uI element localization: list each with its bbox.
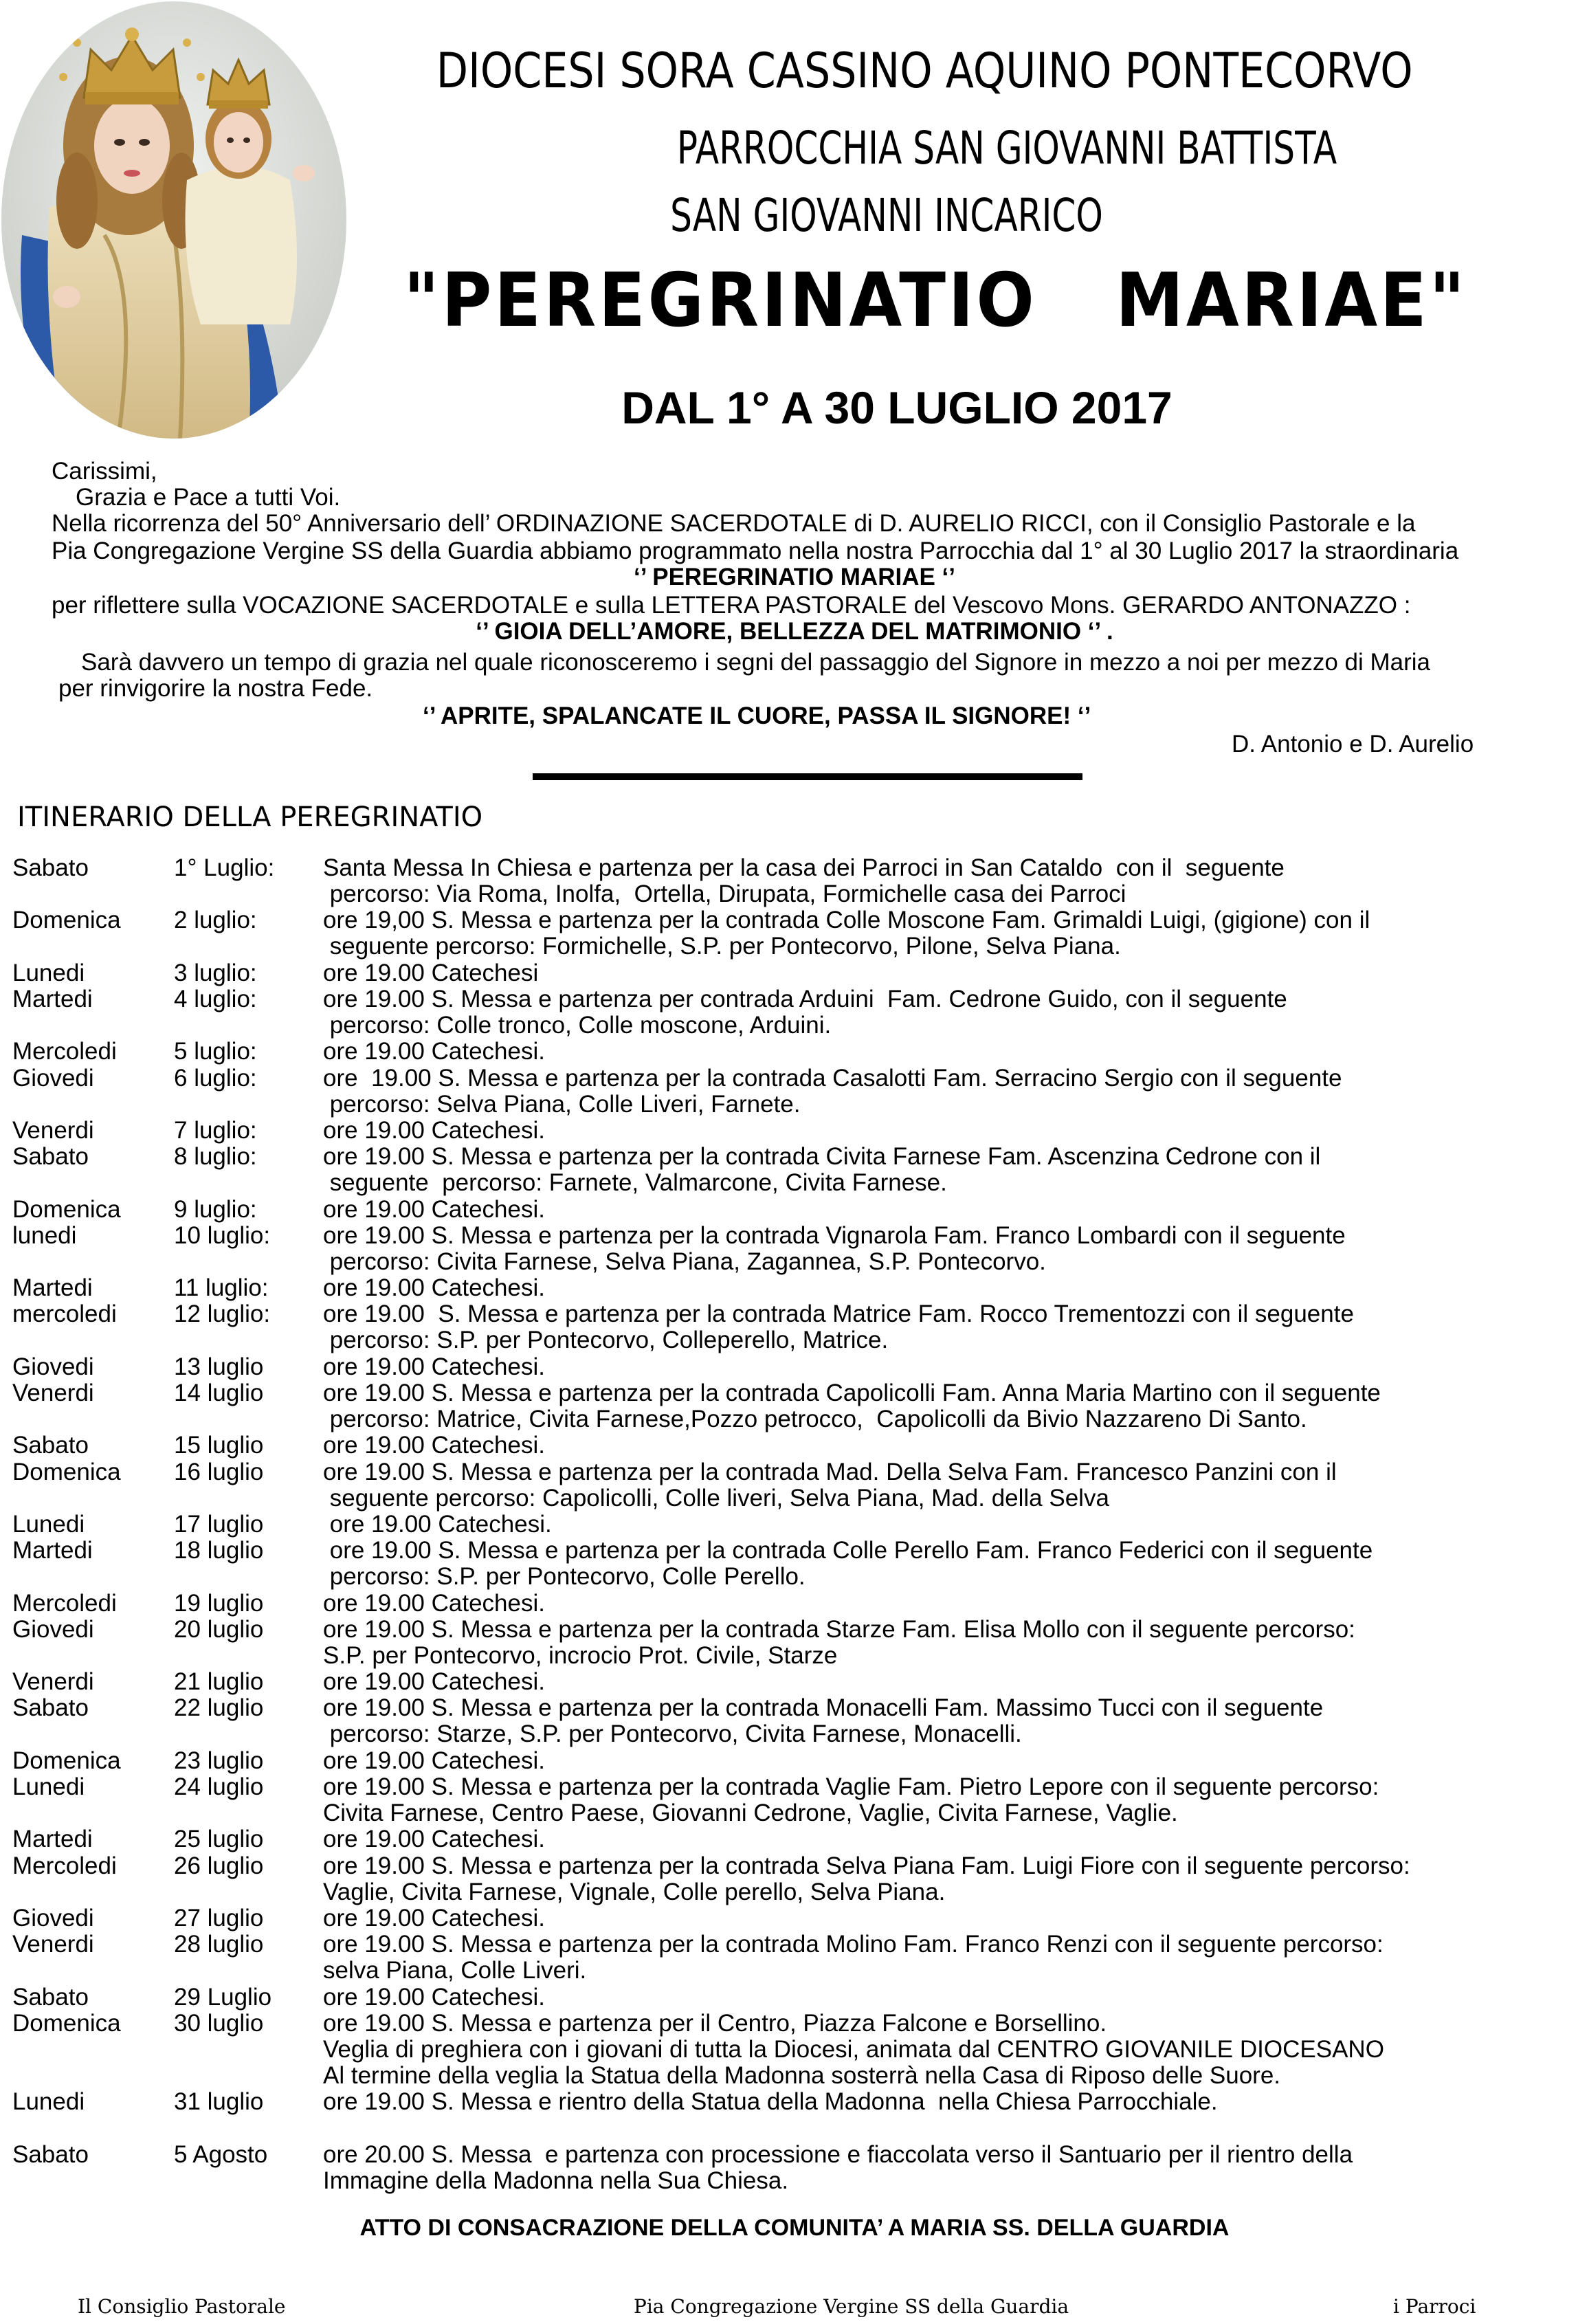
itinerary-date: 7 luglio: (174, 1117, 257, 1144)
itinerary-description: percorso: S.P. per Pontecorvo, Colleperello, Matrice. (323, 1327, 889, 1353)
itinerary-date: 8 luglio: (174, 1143, 257, 1170)
itinerary-entry (0, 1669, 1589, 1695)
letter-salutation: Carissimi, (52, 458, 157, 485)
itinerary-description: ore 19.00 Catechesi. (323, 1353, 545, 1380)
itinerary-entry (0, 907, 1589, 960)
itinerary-date: 2 luglio: (174, 907, 257, 933)
itinerary-day: Domenica (12, 1459, 121, 1485)
itinerary-day: Mercoledi (12, 1038, 117, 1065)
itinerary-entry (0, 2089, 1589, 2115)
itinerary-date: 25 luglio (174, 1826, 264, 1852)
itinerary-entry (0, 1512, 1589, 1538)
itinerary-day: Sabato (12, 854, 89, 881)
itinerary-entry (0, 1118, 1589, 1144)
itinerary-description: Immagine della Madonna nella Sua Chiesa. (323, 2167, 789, 2194)
itinerary-entry (0, 1197, 1589, 1223)
letter-greeting: Grazia e Pace a tutti Voi. (76, 484, 341, 511)
itinerary-day: Sabato (12, 1694, 89, 1721)
itinerary-day: Lunedi (12, 1773, 85, 1800)
itinerary-description: percorso: Colle tronco, Colle moscone, Arduini. (323, 1012, 832, 1039)
itinerary-entry (0, 1748, 1589, 1774)
itinerary-day: lunedi (12, 1222, 77, 1249)
itinerary-description: ore 19.00 S. Messa e partenza per la contrada Colle Perello Fam. Franco Federici con il seguente (323, 1537, 1373, 1564)
itinerary-date: 10 luglio: (174, 1222, 271, 1249)
diocese-title: DIOCESI SORA CASSINO AQUINO PONTECORVO (436, 43, 1413, 99)
itinerary-description: seguente percorso: Capolicolli, Colle liveri, Selva Piana, Mad. della Selva (323, 1485, 1109, 1512)
itinerary-description: ore 19.00 S. Messa e partenza per la contrada Vignarola Fam. Franco Lombardi con il seguente (323, 1222, 1346, 1249)
itinerary-day: Venerdi (12, 1931, 94, 1958)
itinerary-day: Domenica (12, 2010, 121, 2037)
itinerary-entry (0, 1826, 1589, 1852)
consecration-title: ATTO DI CONSACRAZIONE DELLA COMUNITA’ A MARIA SS. DELLA GUARDIA (359, 2215, 1230, 2241)
letter-line-1: Nella ricorrenza del 50° Anniversario dell’ ORDINAZIONE SACERDOTALE di D. AURELIO RICCI, con il Consiglio Pastorale e la (52, 510, 1416, 537)
itinerary-day: Martedi (12, 1826, 93, 1852)
itinerary-description: ore 19.00 S. Messa e partenza per la contrada Selva Piana Fam. Luigi Fiore con il seguente percorso: (323, 1852, 1410, 1879)
itinerary-day: Venerdi (12, 1380, 94, 1406)
itinerary-description: ore 19.00 S. Messa e partenza per la contrada Mad. Della Selva Fam. Francesco Panzini con il (323, 1459, 1337, 1485)
date-line: DAL 1° A 30 LUGLIO 2017 (621, 382, 1173, 433)
itinerary-day: Martedi (12, 1537, 93, 1564)
itinerary-day: Martedi (12, 986, 93, 1012)
itinerary-description: S.P. per Pontecorvo, incrocio Prot. Civile, Starze (323, 1642, 838, 1669)
itinerary-entry (0, 1932, 1589, 1984)
itinerary-entry (0, 1591, 1589, 1617)
itinerary-description: ore 19.00 S. Messa e partenza per la contrada Casalotti Fam. Serracino Sergio con il seguente (323, 1065, 1342, 1092)
itinerary-entry (0, 1695, 1589, 1747)
footer-parish-priests: i Parroci (1393, 2295, 1476, 2318)
itinerary-description: ore 19.00 Catechesi. (323, 1117, 545, 1144)
itinerary-description: ore 19.00 S. Messa e partenza per il Centro, Piazza Falcone e Borsellino. (323, 2010, 1107, 2037)
itinerary-entry (0, 1039, 1589, 1065)
itinerary-date: 18 luglio (174, 1537, 264, 1564)
itinerary-description: ore 20.00 S. Messa e partenza con processione e fiaccolata verso il Santuario per il rientro della (323, 2141, 1353, 2168)
itinerary-day: Sabato (12, 1143, 89, 1170)
letter-signature: D. Antonio e D. Aurelio (1232, 731, 1474, 757)
itinerary-description: seguente percorso: Formichelle, S.P. per Pontecorvo, Pilone, Selva Piana. (323, 933, 1121, 960)
itinerary-day: Martedi (12, 1274, 93, 1301)
itinerary-day: Sabato (12, 1984, 89, 2011)
itinerary-description: ore 19.00 S. Messa e partenza per la contrada Civita Farnese Fam. Ascenzina Cedrone con il (323, 1143, 1321, 1170)
itinerary-day: Venerdi (12, 1668, 94, 1695)
itinerary-day: Giovedi (12, 1616, 94, 1643)
letter-theme: ‘’ GIOIA DELL’AMORE, BELLEZZA DEL MATRIMONIO ‘’ . (476, 618, 1113, 645)
itinerary-description: ore 19.00 Catechesi. (323, 1668, 545, 1695)
itinerary-description: percorso: Selva Piana, Colle Liveri, Farnete. (323, 1091, 801, 1118)
itinerary-entry (0, 1774, 1589, 1826)
itinerary-date: 3 luglio: (174, 960, 257, 986)
itinerary-entry (0, 2142, 1589, 2194)
itinerary-description: Vaglie, Civita Farnese, Vignale, Colle perello, Selva Piana. (323, 1879, 946, 1905)
itinerary-day: Giovedi (12, 1905, 94, 1932)
itinerary-date: 5 Agosto (174, 2141, 268, 2168)
itinerary-date: 13 luglio (174, 1353, 264, 1380)
itinerary-entry (0, 1853, 1589, 1905)
itinerary-day: Giovedi (12, 1353, 94, 1380)
itinerary-date: 19 luglio (174, 1590, 264, 1617)
itinerary-day: mercoledi (12, 1301, 117, 1327)
itinerary-entry (0, 1223, 1589, 1275)
itinerary-date: 11 luglio: (174, 1274, 269, 1301)
itinerary-entry (0, 1617, 1589, 1669)
itinerary-description: ore 19.00 S. Messa e partenza per la contrada Vaglie Fam. Pietro Lepore con il seguente percorso: (323, 1773, 1379, 1800)
itinerary-day: Mercoledi (12, 1852, 117, 1879)
itinerary-date: 15 luglio (174, 1432, 264, 1459)
itinerary-date: 17 luglio (174, 1511, 264, 1538)
itinerary-description: ore 19,00 S. Messa e partenza per la contrada Colle Moscone Fam. Grimaldi Luigi, (gigione) con il (323, 907, 1370, 933)
itinerary-description: percorso: Via Roma, Inolfa, Ortella, Dirupata, Formichelle casa dei Parroci (323, 881, 1126, 907)
itinerary-date: 24 luglio (174, 1773, 264, 1800)
itinerary-date: 22 luglio (174, 1694, 264, 1721)
divider-line (533, 773, 1082, 780)
itinerary-description: ore 19.00 Catechesi. (323, 1984, 545, 2011)
itinerary-title: ITINERARIO DELLA PEREGRINATIO (17, 801, 483, 833)
itinerary-entry (0, 1905, 1589, 1932)
itinerary-description: ore 19.00 Catechesi. (323, 1590, 545, 1617)
itinerary-description: ore 19.00 S. Messa e partenza per la contrada Capolicolli Fam. Anna Maria Martino con il seguente (323, 1380, 1381, 1406)
itinerary-entry (0, 960, 1589, 986)
itinerary-date: 4 luglio: (174, 986, 257, 1012)
itinerary-date: 9 luglio: (174, 1196, 257, 1223)
letter-event-quote: ‘’ PEREGRINATIO MARIAE ‘’ (633, 564, 955, 590)
itinerary-description: ore 19.00 S. Messa e partenza per contrada Arduini Fam. Cedrone Guido, con il seguente (323, 986, 1287, 1012)
letter-line-4: Sarà davvero un tempo di grazia nel quale riconosceremo i segni del passaggio del Signore in mezzo a noi per mezzo di Maria (81, 649, 1431, 676)
itinerary-day: Venerdi (12, 1117, 94, 1144)
itinerary-day: Lunedi (12, 960, 85, 986)
itinerary-description: percorso: S.P. per Pontecorvo, Colle Perello. (323, 1563, 805, 1590)
itinerary-entry (0, 986, 1589, 1039)
itinerary-description: ore 19.00 Catechesi. (323, 1826, 545, 1852)
itinerary-entry (0, 1432, 1589, 1459)
itinerary-day: Lunedi (12, 1511, 85, 1538)
itinerary-description: ore 19.00 Catechesi. (323, 1196, 545, 1223)
itinerary-description: Veglia di preghiera con i giovani di tutta la Diocesi, animata dal CENTRO GIOVANILE DIOCESANO (323, 2036, 1384, 2063)
itinerary-entry (0, 1144, 1589, 1196)
itinerary-description: ore 19.00 S. Messa e rientro della Statua della Madonna nella Chiesa Parrocchiale. (323, 2088, 1218, 2115)
letter-line-2: Pia Congregazione Vergine SS della Guardia abbiamo programmato nella nostra Parrocchia dal 1° al 30 Luglio 2017 la straordinaria (52, 538, 1459, 564)
itinerary-date: 14 luglio (174, 1380, 264, 1406)
itinerary-date: 26 luglio (174, 1852, 264, 1879)
itinerary-day: Domenica (12, 1196, 121, 1223)
itinerary-description: Civita Farnese, Centro Paese, Giovanni Cedrone, Vaglie, Civita Farnese, Vaglie. (323, 1800, 1178, 1826)
itinerary-description: ore 19.00 Catechesi. (323, 1905, 545, 1932)
itinerary-date: 28 luglio (174, 1931, 264, 1958)
itinerary-description: ore 19.00 Catechesi. (323, 1747, 545, 1774)
itinerary-day: Domenica (12, 1747, 121, 1774)
itinerary-date: 20 luglio (174, 1616, 264, 1643)
town-title: SAN GIOVANNI INCARICO (670, 189, 1103, 242)
itinerary-day: Sabato (12, 2141, 89, 2168)
itinerary-date: 16 luglio (174, 1459, 264, 1485)
itinerary-description: ore 19.00 S. Messa e partenza per la contrada Molino Fam. Franco Renzi con il seguente percorso: (323, 1931, 1384, 1958)
itinerary-date: 1° Luglio: (174, 854, 275, 881)
itinerary-description: seguente percorso: Farnete, Valmarcone, Civita Farnese. (323, 1169, 947, 1196)
itinerary-entry (0, 1275, 1589, 1301)
itinerary-description: ore 19.00 S. Messa e partenza per la contrada Monacelli Fam. Massimo Tucci con il seguente (323, 1694, 1324, 1721)
letter-line-3: per riflettere sulla VOCAZIONE SACERDOTALE e sulla LETTERA PASTORALE del Vescovo Mons. GERARDO ANTONAZZO : (52, 592, 1411, 619)
footer-congregation: Pia Congregazione Vergine SS della Guardia (634, 2295, 1069, 2318)
itinerary-date: 5 luglio: (174, 1038, 257, 1065)
itinerary-day: Giovedi (12, 1065, 94, 1092)
itinerary-entry (0, 1301, 1589, 1353)
itinerary-day: Domenica (12, 907, 121, 933)
itinerary-description: ore 19.00 Catechesi. (323, 1038, 545, 1065)
itinerary-date: 31 luglio (174, 2088, 264, 2115)
parish-title: PARROCCHIA SAN GIOVANNI BATTISTA (676, 122, 1337, 175)
letter-motto: ‘’ APRITE, SPALANCATE IL CUORE, PASSA IL SIGNORE! ‘’ (423, 702, 1091, 729)
itinerary-description: ore 19.00 Catechesi. (323, 1432, 545, 1459)
itinerary-date: 21 luglio (174, 1668, 264, 1695)
footer-pastoral-council: Il Consiglio Pastorale (78, 2295, 286, 2318)
itinerary-description: Santa Messa In Chiesa e partenza per la casa dei Parroci in San Cataldo con il seguente (323, 854, 1285, 881)
itinerary-day: Sabato (12, 1432, 89, 1459)
itinerary-description: ore 19.00 S. Messa e partenza per la contrada Starze Fam. Elisa Mollo con il seguente percorso: (323, 1616, 1355, 1643)
itinerary-entry (0, 1065, 1589, 1118)
madonna-statue-image (1, 1, 346, 439)
itinerary-entry (0, 1354, 1589, 1380)
itinerary-date: 30 luglio (174, 2010, 264, 2037)
itinerary-date: 23 luglio (174, 1747, 264, 1774)
itinerary-description: percorso: Matrice, Civita Farnese,Pozzo petrocco, Capolicolli da Bivio Nazzareno Di Santo. (323, 1406, 1307, 1432)
itinerary-entry (0, 855, 1589, 907)
itinerary-description: percorso: Starze, S.P. per Pontecorvo, Civita Farnese, Monacelli. (323, 1720, 1022, 1747)
itinerary-description: percorso: Civita Farnese, Selva Piana, Zagannea, S.P. Pontecorvo. (323, 1248, 1046, 1275)
itinerary-description: ore 19.00 Catechesi. (323, 1274, 545, 1301)
itinerary-day: Mercoledi (12, 1590, 117, 1617)
itinerary-description: selva Piana, Colle Liveri. (323, 1957, 587, 1984)
itinerary-description: Al termine della veglia la Statua della Madonna sosterrà nella Casa di Riposo delle Suore. (323, 2062, 1281, 2089)
itinerary-entry (0, 1459, 1589, 1512)
event-title: "PEREGRINATIO MARIAE" (403, 258, 1467, 344)
itinerary-day: Lunedi (12, 2088, 85, 2115)
itinerary-date: 12 luglio: (174, 1301, 271, 1327)
itinerary-entry (0, 1538, 1589, 1590)
itinerary-date: 27 luglio (174, 1905, 264, 1932)
itinerary-description: ore 19.00 Catechesi (323, 960, 539, 986)
itinerary-description: ore 19.00 S. Messa e partenza per la contrada Matrice Fam. Rocco Trementozzi con il seguente (323, 1301, 1354, 1327)
itinerary-entry (0, 2011, 1589, 2090)
itinerary-entry (0, 1984, 1589, 2011)
itinerary-date: 29 Luglio (174, 1984, 272, 2011)
itinerary-date: 6 luglio: (174, 1065, 257, 1092)
letter-line-5: per rinvigorire la nostra Fede. (58, 675, 373, 702)
itinerary-description: ore 19.00 Catechesi. (323, 1511, 552, 1538)
itinerary-entry (0, 1380, 1589, 1432)
